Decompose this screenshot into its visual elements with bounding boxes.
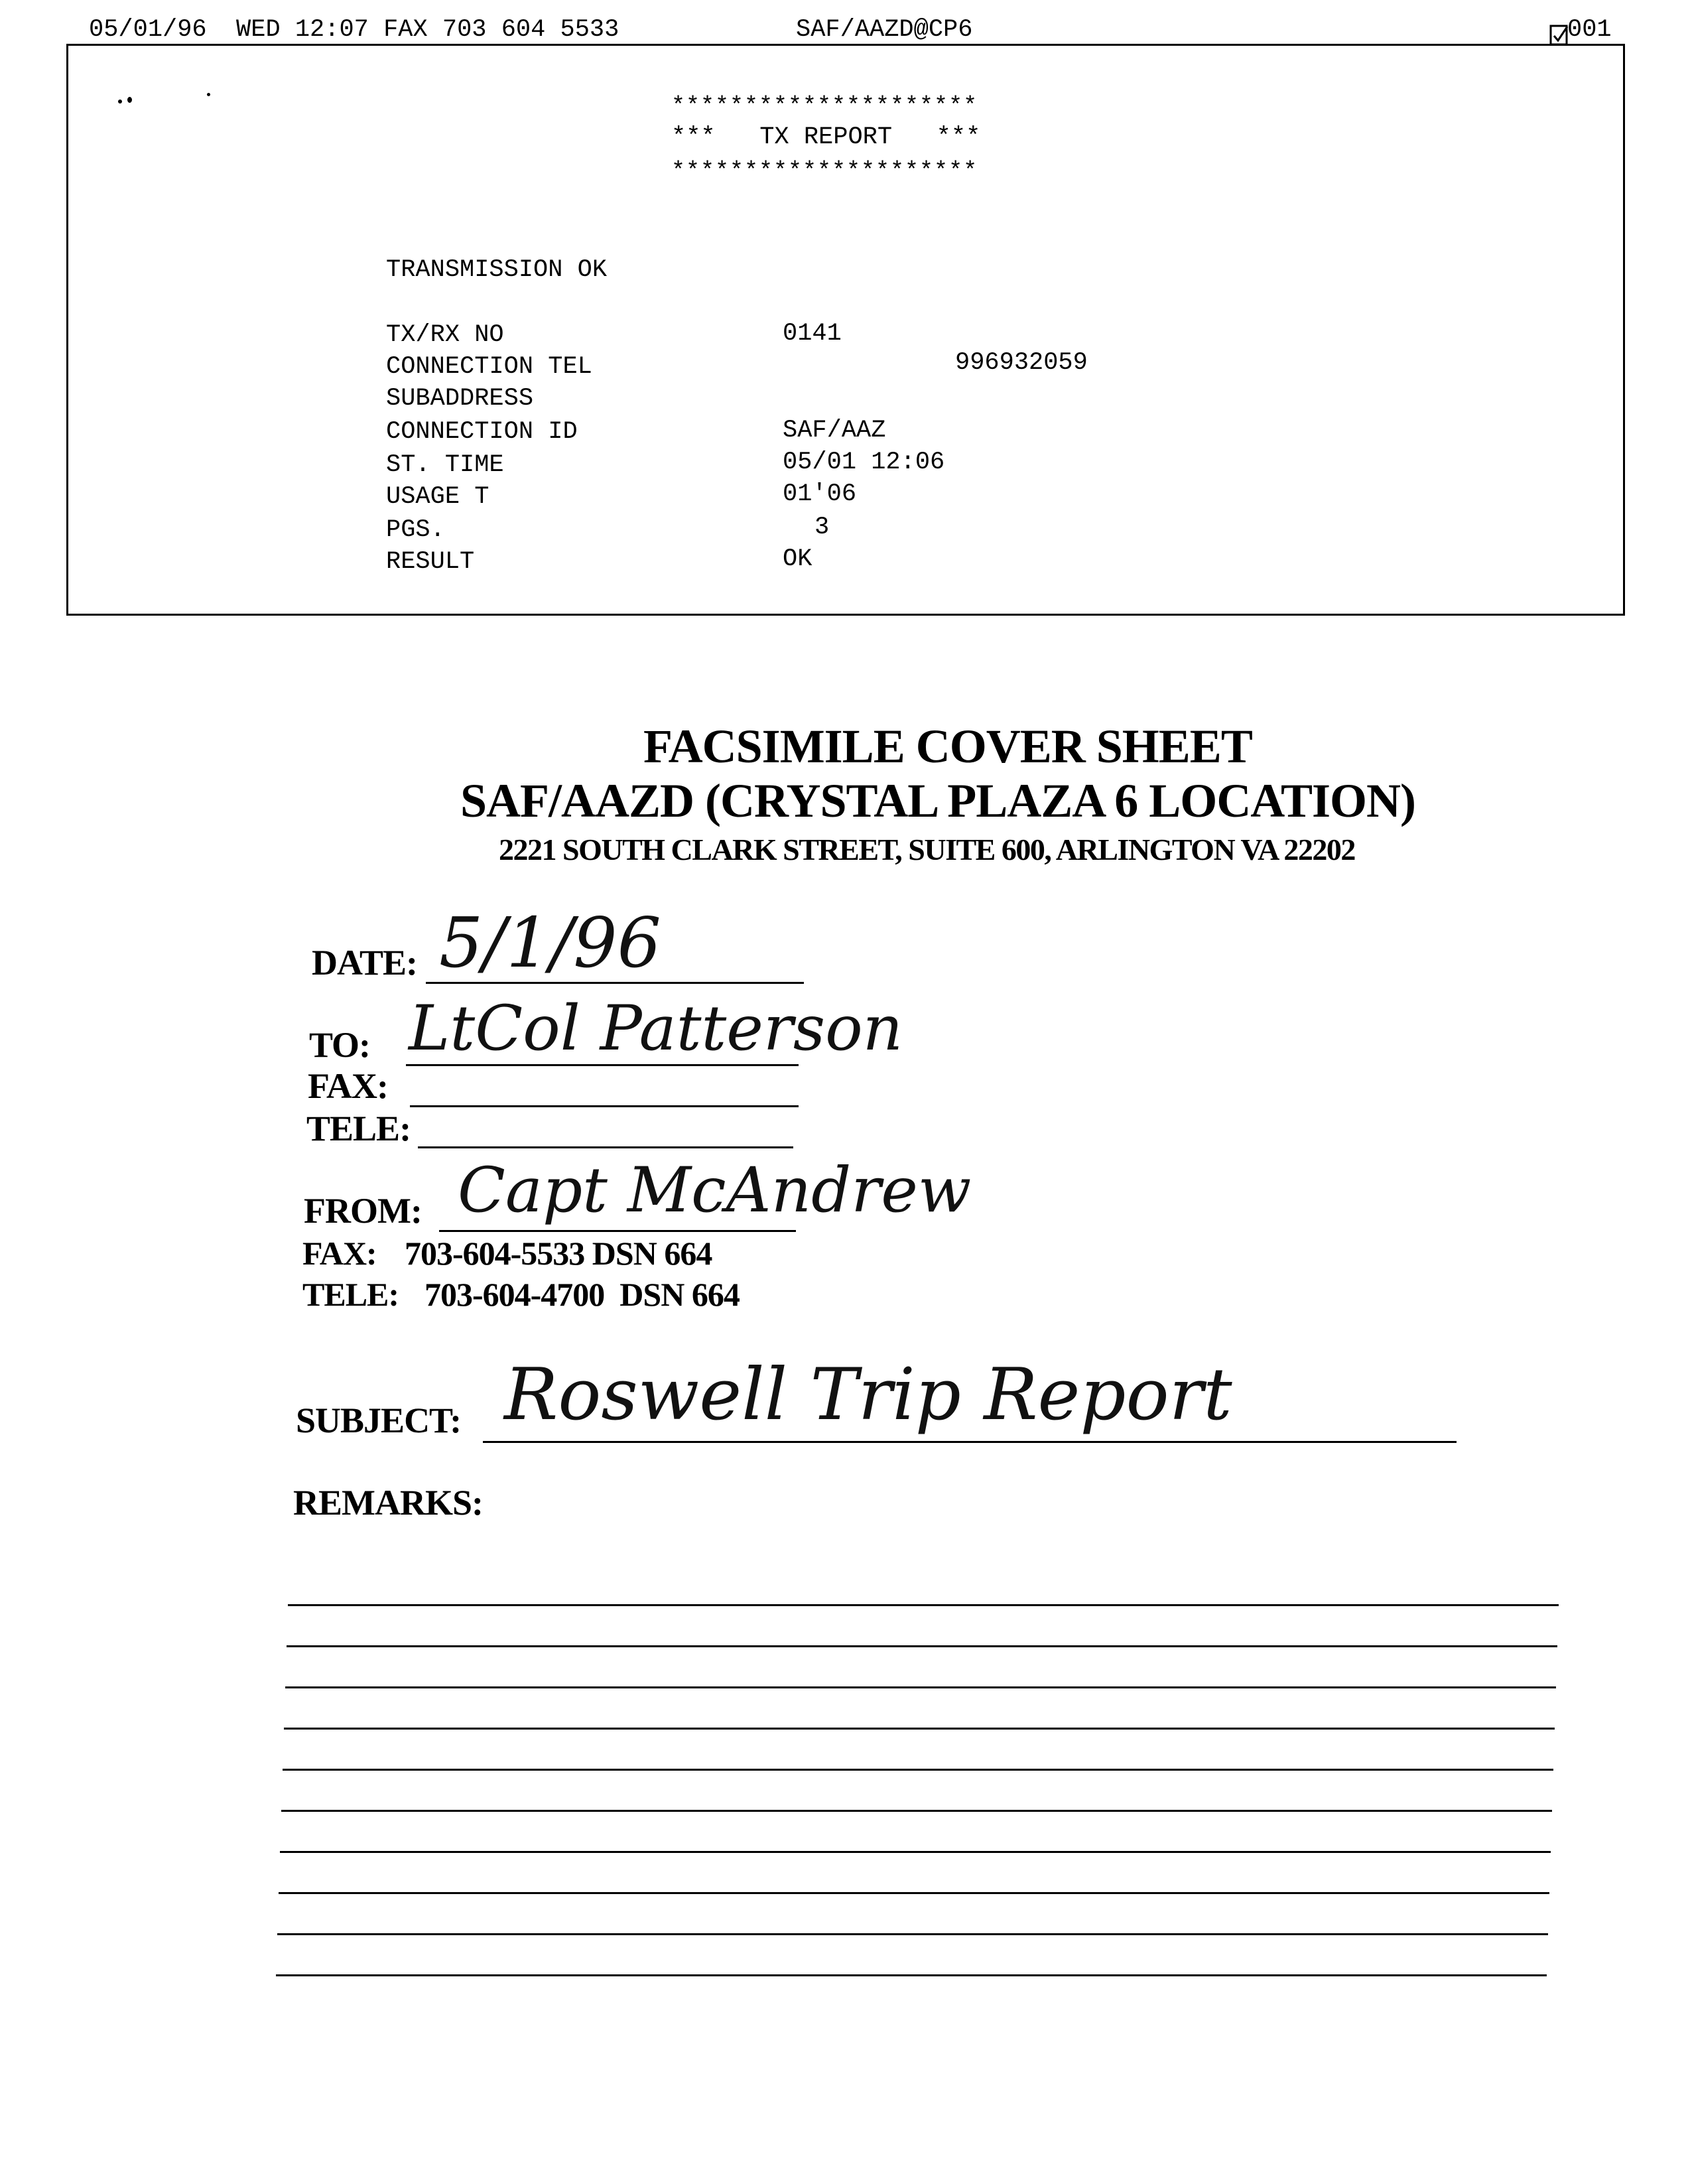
tx-report-stars-bottom: ********************* xyxy=(671,158,978,184)
tx-row-label: TX/RX NO xyxy=(386,321,504,349)
to-fax-line xyxy=(410,1105,799,1107)
date-handwritten: 5/1/96 xyxy=(439,902,661,983)
tx-row-value: 05/01 12:06 xyxy=(783,448,945,476)
tx-row-value: 3 xyxy=(814,513,830,541)
tx-report-title: *** TX REPORT *** xyxy=(671,123,981,151)
from-handwritten: Capt McAndrew xyxy=(458,1154,972,1227)
fax-sender-id: SAF/AAZD@CP6 xyxy=(796,16,973,44)
tx-report-stars-top: ********************* xyxy=(671,93,978,119)
cover-address: 2221 SOUTH CLARK STREET, SUITE 600, ARLINGTON VA 22202 xyxy=(499,833,1355,866)
remarks-line xyxy=(276,1974,1547,1976)
scan-speck xyxy=(118,100,122,103)
subject-line xyxy=(483,1441,1457,1443)
remarks-line xyxy=(281,1810,1552,1812)
tx-row-value: SAF/AAZ xyxy=(783,417,886,444)
subject-label: SUBJECT: xyxy=(296,1400,462,1440)
cover-title: FACSIMILE COVER SHEET xyxy=(643,720,1252,773)
from-fax-value: 703-604-5533 DSN 664 xyxy=(405,1235,712,1272)
tx-row-value: 0141 xyxy=(783,320,842,348)
to-label: TO: xyxy=(309,1025,371,1065)
fax-checkbox-icon xyxy=(1544,12,1564,34)
tx-row-label: ST. TIME xyxy=(386,451,504,479)
tx-row-value: 01'06 xyxy=(783,480,857,508)
tx-row-value: 996932059 xyxy=(955,349,1088,377)
scan-speck xyxy=(127,97,132,103)
from-tele-label: TELE: xyxy=(302,1276,399,1313)
remarks-line xyxy=(280,1851,1551,1853)
from-fax-label: FAX: xyxy=(302,1235,377,1272)
from-line xyxy=(439,1230,796,1232)
to-tele-line xyxy=(418,1146,793,1148)
fax-page-number: 001 xyxy=(1567,16,1612,44)
remarks-label: REMARKS: xyxy=(293,1483,483,1523)
to-fax-label: FAX: xyxy=(308,1066,388,1106)
remarks-line xyxy=(279,1892,1549,1894)
remarks-line xyxy=(284,1728,1555,1730)
to-handwritten: LtCol Patterson xyxy=(409,992,903,1065)
from-label: FROM: xyxy=(304,1191,422,1231)
remarks-line xyxy=(288,1604,1559,1606)
remarks-line xyxy=(283,1769,1553,1771)
remarks-line xyxy=(287,1645,1557,1647)
remarks-line xyxy=(285,1686,1556,1688)
tx-row-value: OK xyxy=(783,545,812,573)
tx-row-label: SUBADDRESS xyxy=(386,385,534,413)
tx-row-label: PGS. xyxy=(386,516,445,544)
to-tele-label: TELE: xyxy=(306,1109,411,1148)
cover-subtitle: SAF/AAZD (CRYSTAL PLAZA 6 LOCATION) xyxy=(460,774,1415,827)
subject-handwritten: Roswell Trip Report xyxy=(504,1353,1232,1436)
date-label: DATE: xyxy=(312,943,418,983)
tx-row-label: CONNECTION TEL xyxy=(386,353,592,381)
scan-speck xyxy=(207,93,210,96)
remarks-line xyxy=(277,1933,1548,1935)
tx-row-label: USAGE T xyxy=(386,483,489,511)
fax-datetime-line: 05/01/96 WED 12:07 FAX 703 604 5533 xyxy=(89,16,619,44)
tx-row-label: RESULT xyxy=(386,548,475,576)
transmission-status: TRANSMISSION OK xyxy=(386,256,608,284)
tx-row-label: CONNECTION ID xyxy=(386,418,578,446)
from-tele-value: 703-604-4700 DSN 664 xyxy=(424,1276,740,1313)
